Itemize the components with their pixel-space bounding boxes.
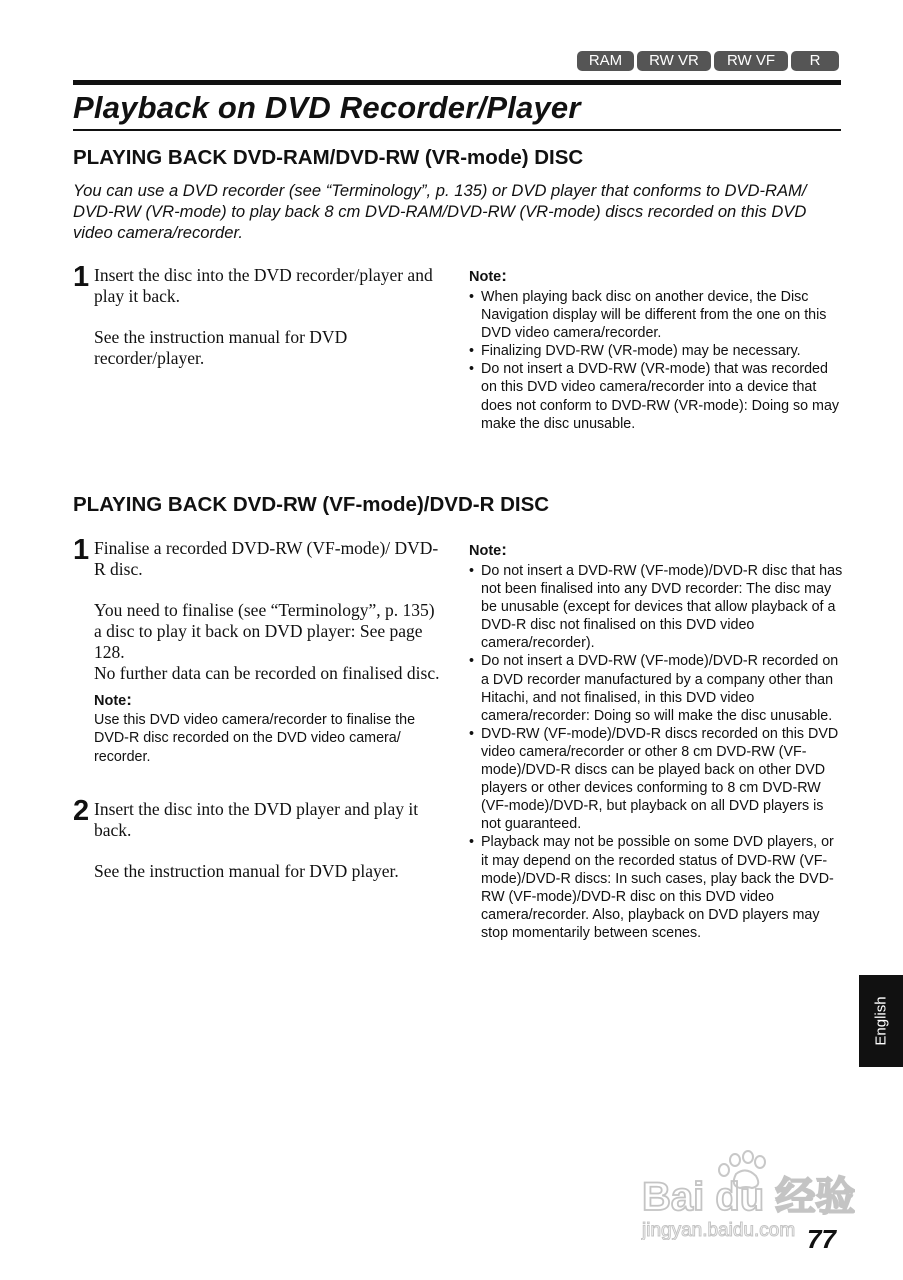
note-label: Note bbox=[469, 543, 502, 559]
disc-type-badges bbox=[577, 51, 839, 71]
step-text: Insert the disc into the DVD recorder/player and play it back. bbox=[94, 265, 433, 306]
section1-step-1 bbox=[73, 261, 443, 369]
note-label: Note bbox=[469, 269, 502, 285]
section1-note: Note: • When playing back disc on another device, the Disc Navigation display will be different from the one on this DVD video camera/recorder. • Finalizing DVD-RW (VR-mode) may be necessary. • Do not insert a DVD-RW (VR-mode) that was recorded on this DVD video camera/recorder into a device that does not conform to DVD-RW (VR-mode): Doing so may make the disc unusable. bbox=[469, 266, 844, 433]
step-number: 1 bbox=[73, 534, 90, 566]
note-item: • Do not insert a DVD-RW (VF-mode)/DVD-R recorded on a DVD recorder manufactured by a company other than Hitachi, and not finalised, in this DVD video camera/recorder: Doing so will make the disc unusable. bbox=[469, 652, 844, 724]
step-detail: See the instruction manual for DVD recorder/player. bbox=[94, 327, 348, 369]
note-item: • Do not insert a DVD-RW (VR-mode) that was recorded on this DVD video camera/recorder into a device that does not conform to DVD-RW (VR-mode): Doing so may make the disc unusable. bbox=[469, 360, 844, 432]
step-text: Insert the disc into the DVD player and play it back. bbox=[94, 799, 419, 840]
section2-heading: PLAYING BACK DVD-RW (VF-mode)/DVD-R DISC bbox=[73, 493, 550, 516]
section1-heading: PLAYING BACK DVD-RAM/DVD-RW (VR-mode) DISC bbox=[73, 146, 584, 169]
step-note: Note: Use this DVD video camera/recorder to finalise the DVD-R disc recorded on the DVD video camera/ recorder. bbox=[94, 690, 443, 766]
step-number: 1 bbox=[73, 261, 90, 293]
language-tab bbox=[859, 975, 903, 1067]
page-title: Playback on DVD Recorder/Player bbox=[73, 90, 581, 125]
badge-r: R bbox=[791, 51, 839, 71]
badge-rw-vr: RW VR bbox=[637, 51, 711, 71]
note-item: • DVD-RW (VF-mode)/DVD-R discs recorded on this DVD video camera/recorder or other 8 cm DVD-RW (VF-mode)/DVD-R discs can be played back on other DVD players or other devices conforming to 8 cm DVD-RW (VF-mode)/DVD-R, but playback on all DVD players is not guaranteed. bbox=[469, 725, 844, 834]
step-text: Finalise a recorded DVD-RW (VF-mode)/ DVD-R disc. bbox=[94, 538, 439, 579]
language-label: English bbox=[872, 996, 890, 1046]
note-label: Note bbox=[94, 692, 127, 709]
note-item: • Do not insert a DVD-RW (VF-mode)/DVD-R disc that has not been finalised into any DVD recorder: The disc may be unusable (except for devices that allow playback of a DVD-R disc not finalised on this DVD video camera/recorder). bbox=[469, 562, 844, 652]
step-number: 2 bbox=[73, 795, 90, 827]
section1-intro: You can use a DVD recorder (see “Terminology”, p. 135) or DVD player that conforms to DVD-RAM/ DVD-RW (VR-mode) to play back 8 cm DVD-RAM/DVD-RW (VR-mode) discs recorded on this DVD video camera/recorder. bbox=[73, 181, 807, 242]
section2-step-1 bbox=[73, 534, 443, 766]
title-top-rule bbox=[73, 80, 841, 85]
step-detail: You need to finalise (see “Terminology”, p. 135) a disc to play it back on DVD player: See page 128. bbox=[94, 600, 435, 662]
step-detail: No further data can be recorded on finalised disc. bbox=[94, 662, 440, 683]
watermark-url: jingyan.baidu.com bbox=[642, 1220, 796, 1240]
note-item: • Finalizing DVD-RW (VR-mode) may be necessary. bbox=[469, 342, 844, 360]
note-item: • Playback may not be possible on some DVD players, or it may depend on the recorded status of DVD-RW (VF-mode)/DVD-R discs: In such cases, play back the DVD-RW (VF-mode)/DVD-R disc on this DVD video camera/recorder. Also, playback on DVD players may stop momentarily between scenes. bbox=[469, 833, 844, 942]
watermark-brand: Bai du 经验 bbox=[642, 1175, 855, 1219]
step-detail: See the instruction manual for DVD player. bbox=[94, 861, 399, 882]
page-number: 77 bbox=[807, 1224, 836, 1254]
note-item: • When playing back disc on another device, the Disc Navigation display will be different from the one on this DVD video camera/recorder. bbox=[469, 288, 844, 342]
badge-ram: RAM bbox=[577, 51, 634, 71]
badge-rw-vf: RW VF bbox=[714, 51, 788, 71]
section2-step-2 bbox=[73, 795, 443, 882]
note-text: Use this DVD video camera/recorder to finalise the DVD-R disc recorded on the DVD video camera/ recorder. bbox=[94, 712, 416, 765]
title-bottom-rule bbox=[73, 129, 841, 131]
section2-note: Note: • Do not insert a DVD-RW (VF-mode)/DVD-R disc that has not been finalised into any DVD recorder: The disc may be unusable (except for devices that allow playback of a DVD-R disc not finalised on this DVD video camera/recorder). • Do not insert a DVD-RW (VF-mode)/DVD-R recorded on a DVD recorder manufactured by a company other than Hitachi, and not finalised, in this DVD video camera/recorder: Doing so will make the disc unusable. • DVD-RW (VF-mode)/DVD-R discs recorded on this DVD video camera/recorder or other 8 cm DVD-RW (VF-mode)/DVD-R discs can be played back on other DVD players or other devices conforming to 8 cm DVD-RW (VF-mode)/DVD-R, but playback on all DVD players is not guaranteed. • Playback may not be possible on some DVD players, or it may depend on the recorded status of DVD-RW (VF-mode)/DVD-R discs: In such cases, play back the DVD-RW (VF-mode)/DVD-R disc on this DVD video camera/recorder. Also, playback on DVD players may stop momentarily between scenes. bbox=[469, 540, 844, 942]
